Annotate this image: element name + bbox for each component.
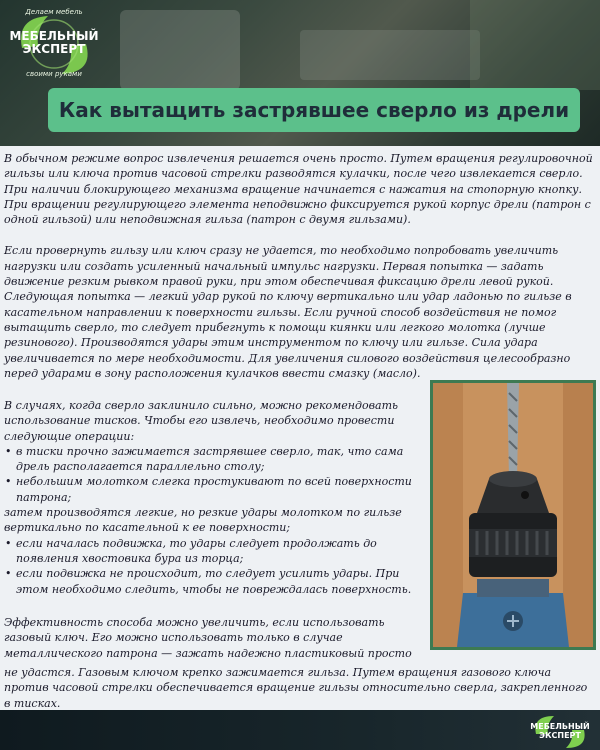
footer-logo-line1: МЕБЕЛЬНЫЙ	[530, 722, 590, 731]
footer-logo-line2: ЭКСПЕРТ	[539, 731, 581, 740]
footer-bar	[0, 710, 600, 750]
header-banner	[0, 0, 600, 146]
paragraph-3-middle: затем производятся легкие, но резкие удары молотком по гильзе вертикально по касательной к ее поверхности;	[4, 506, 402, 535]
vise-section	[4, 398, 424, 597]
header-decoration	[300, 30, 480, 80]
footer-logo[interactable]	[526, 712, 594, 750]
logo-name-line2: ЭКСПЕРТ	[22, 42, 86, 56]
list-item: • если подвижка не происходит, то следует усилить удары. При этом необходимо следить, чтобы не повреждалась поверхность.	[4, 566, 424, 597]
drill-chuck-photo	[430, 380, 596, 650]
gas-wrench-section	[4, 615, 424, 661]
drill-chuck-illustration	[433, 383, 593, 647]
paragraph-1: В обычном режиме вопрос извлечения решается очень просто. Путем вращения регулировочной гильзы или ключа против часовой стрелки разводятся кулачки, после чего извлекается сверло. При наличии блокирующего механизма вращение начинается с нажатия на стопорную кнопку. При вращении регулирующего элемента неподвижно фиксируется рукой корпус дрели (патрон с одной гильзой) или неподвижная гильза (патрон с двумя гильзами).	[4, 152, 593, 227]
footer-logo-name	[526, 722, 594, 740]
page-title: Как вытащить застрявшее сверло из дрели	[58, 98, 570, 122]
list-item: • небольшим молотком слегка простукивают по всей поверхности патрона;	[4, 474, 424, 505]
logo-bottom-text: своими руками	[26, 70, 82, 78]
header-decoration	[470, 0, 600, 90]
site-logo[interactable]	[8, 6, 100, 82]
logo-name-line1: МЕБЕЛЬНЫЙ	[9, 29, 99, 43]
paragraph-4-narrow: Эффективность способа можно увеличить, если использовать газовый ключ. Его можно использовать только в случае металлического патрона — зажать надежно пластиковый просто	[4, 616, 412, 660]
header-decoration	[120, 10, 240, 90]
gas-wrench-section-cont	[4, 665, 594, 711]
article-body	[4, 151, 594, 396]
list-item: • если началась подвижка, то удары следует продолжать до появления хвостовика бура из торца;	[4, 536, 424, 567]
logo-top-text: Делаем мебель	[25, 8, 83, 16]
title-bar	[48, 88, 580, 132]
list-item: • в тиски прочно зажимается застрявшее сверло, так, что сама дрель располагается параллельно столу;	[4, 444, 424, 475]
paragraph-3-intro: В случаях, когда сверло заклинило сильно, можно рекомендовать использование тисков. Чтобы его извлечь, необходимо провести следующие операции:	[4, 399, 398, 443]
logo-name	[8, 30, 100, 56]
paragraph-2: Если провернуть гильзу или ключ сразу не удается, то необходимо попробовать увеличить нагрузки или создать усиленный начальный импульс нагрузки. Первая попытка — задать движение резким рывком правой руки, при этом обеспечивая фиксацию дрели левой рукой. Следующая попытка — легкий удар рукой по ключу вертикально или удар ладонью по гильзе в касательном направлении к поверхности гильзы. Если ручной способ воздействия не помог вытащить сверло, то следует прибегнуть к помощи киянки или легкого молотка (лучше резинового). Производятся удары этим инструментом по ключу или гильзе. Сила удара увеличивается по мере необходимости. Для увеличения силового воздействия целесообразно перед ударами в зону расположения кулачков ввести смазку (масло).	[4, 244, 572, 380]
paragraph-4-full: не удастся. Газовым ключом крепко зажимается гильза. Путем вращения газового ключа против часовой стрелки обеспечивается вращение гильзы относительно сверла, закрепленного в тисках.	[4, 666, 588, 710]
